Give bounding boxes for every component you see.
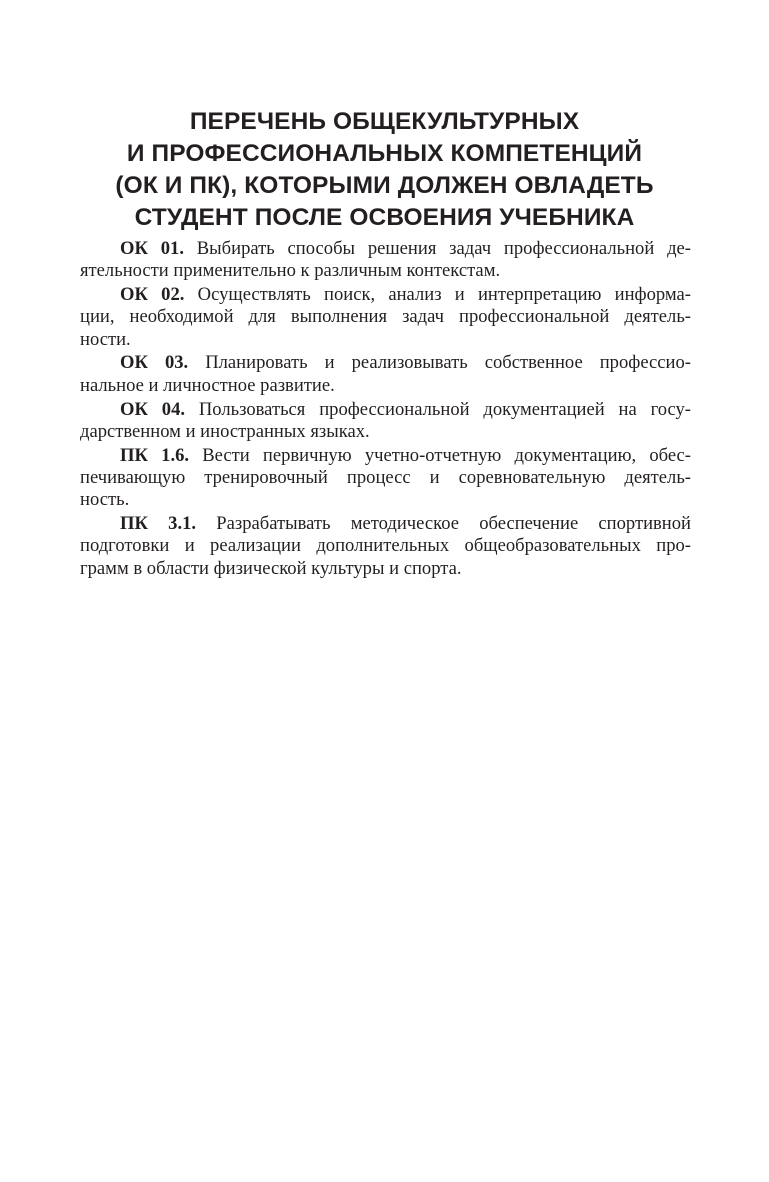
paragraph-line: ность. [80, 489, 130, 511]
competency-text: Разрабатывать методическое обеспечение спортивной [196, 513, 692, 535]
competency-code: ОК 03. [120, 352, 189, 374]
competency-ok-04 [80, 399, 691, 444]
title-line: ПЕРЕЧЕНЬ ОБЩЕКУЛЬТУРНЫХ [189, 108, 580, 135]
competency-code: ОК 02. [120, 284, 185, 306]
competency-ok-01 [80, 238, 691, 283]
paragraph-line: ции, необходимой для выполнения задач профессиональной деятель- [80, 306, 691, 328]
paragraph-line [80, 513, 691, 535]
paragraph-line: грамм в области физической культуры и спорта. [80, 557, 462, 579]
competency-text: Вести первичную учетно-отчетную документацию, обес- [189, 444, 691, 466]
paragraph-line [80, 445, 691, 467]
page-title [60, 106, 709, 234]
paragraph-line [80, 399, 691, 421]
paragraph-line [80, 238, 691, 260]
paragraph-line: печивающую тренировочный процесс и соревновательную деятель- [80, 466, 691, 488]
competency-code: ПК 1.6. [120, 444, 190, 466]
competency-ok-03 [80, 352, 691, 397]
competency-text: Осуществлять поиск, анализ и интерпретацию информа- [184, 284, 691, 306]
paragraph-line: дарственном и иностранных языках. [80, 420, 370, 442]
title-line: И ПРОФЕССИОНАЛЬНЫХ КОМПЕТЕНЦИЙ [126, 140, 643, 167]
paragraph-line: подготовки и реализации дополнительных общеобразовательных про- [80, 535, 691, 557]
paragraph-line [80, 284, 691, 306]
paragraph-line: ности. [80, 328, 131, 350]
competency-code: ОК 01. [120, 238, 184, 259]
competency-list [80, 238, 691, 581]
paragraph-line: ятельности применительно к различным контекстам. [80, 260, 501, 282]
paragraph-line: нальное и личностное развитие. [80, 374, 335, 396]
title-line: (ОК И ПК), КОТОРЫМИ ДОЛЖЕН ОВЛАДЕТЬ [115, 172, 654, 199]
competency-text: Планировать и реализовывать собственное профессио- [188, 352, 691, 374]
competency-pk-1-6 [80, 445, 691, 512]
title-line: СТУДЕНТ ПОСЛЕ ОСВОЕНИЯ УЧЕБНИКА [134, 204, 635, 231]
competency-text: Пользоваться профессиональной документацией на госу- [185, 398, 691, 420]
competency-code: ПК 3.1. [120, 513, 197, 535]
paragraph-line [80, 352, 691, 374]
competency-ok-02 [80, 284, 691, 351]
competency-code: ОК 04. [120, 398, 186, 420]
competency-pk-3-1 [80, 513, 691, 580]
competency-text: Выбирать способы решения задач профессиональной де- [183, 238, 691, 259]
